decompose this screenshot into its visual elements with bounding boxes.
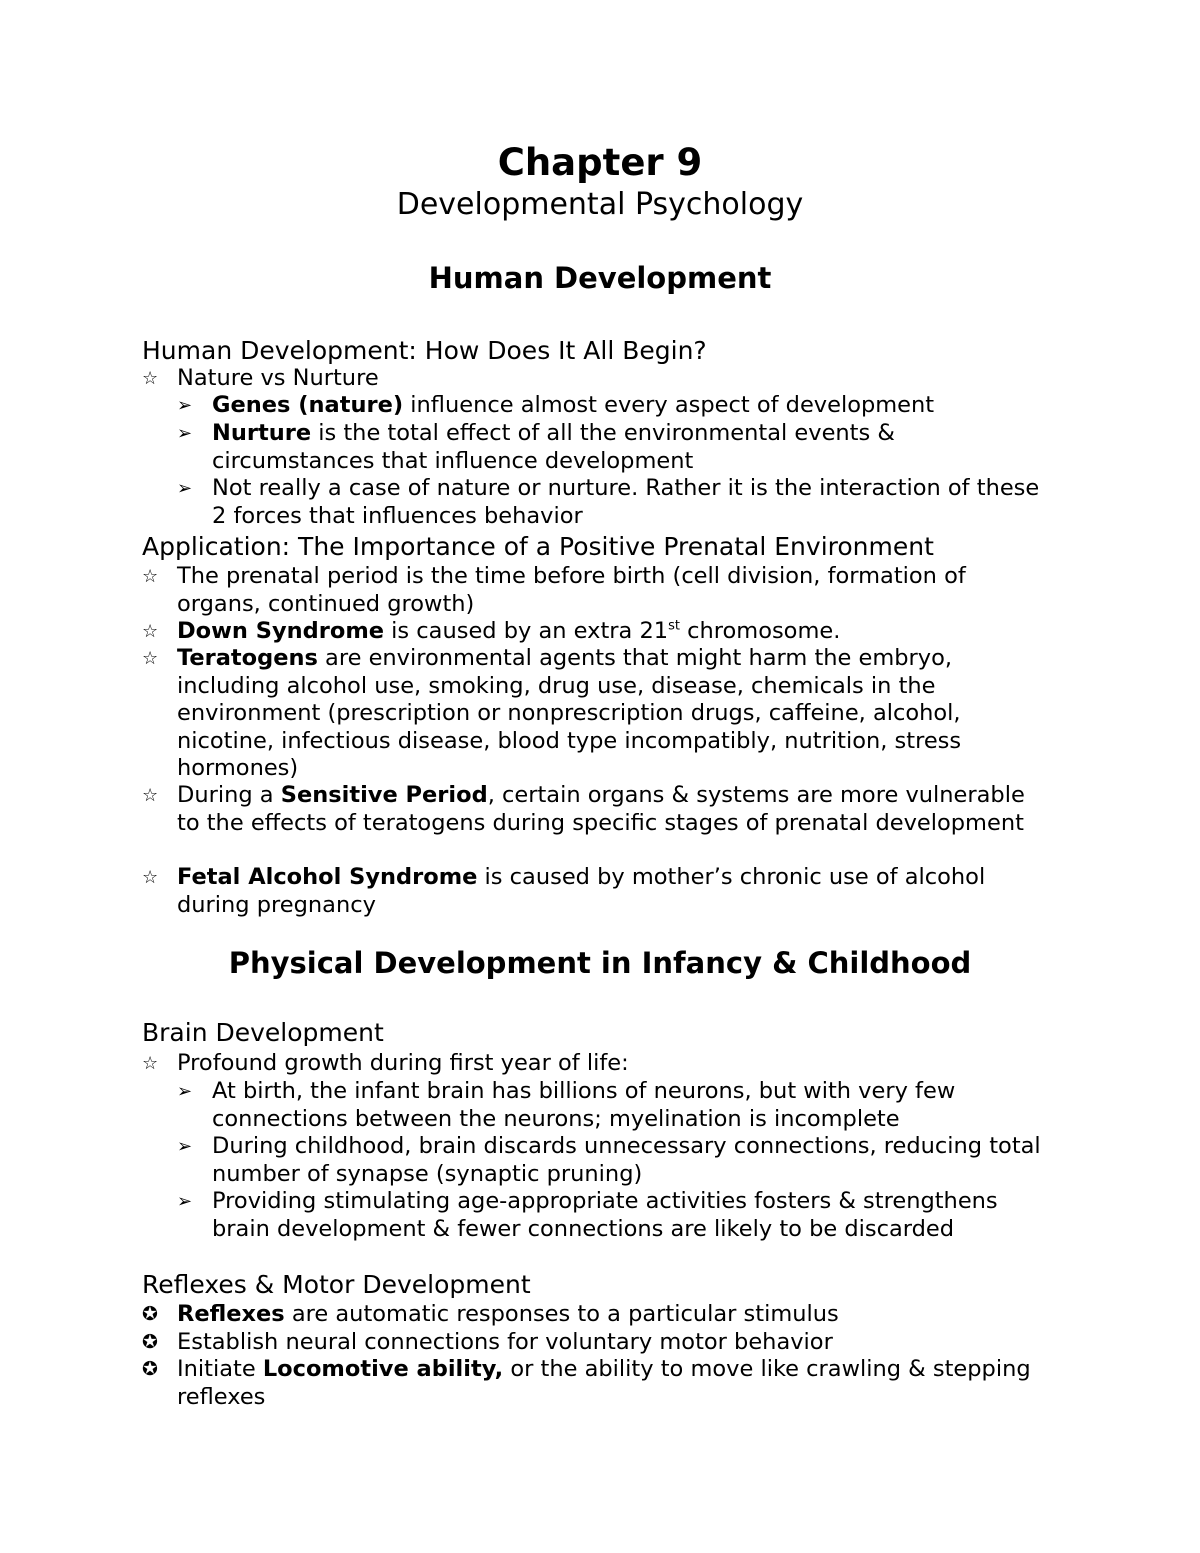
subheading-prenatal-environment: Application: The Importance of a Positive Prenatal Environment (142, 532, 934, 561)
list-item: ➢ Genes (nature) influence almost every aspect of development (177, 392, 935, 418)
list-item: ➢ Providing stimulating age-appropriate activities fosters & strengthens brain development & fewer connections are likely to be discarded (177, 1188, 998, 1242)
arrow-bullet-icon: ➢ (177, 423, 193, 444)
subheading-reflexes-motor: Reflexes & Motor Development (142, 1270, 531, 1299)
list-item: ➢ During childhood, brain discards unnecessary connections, reducing total number of synapse (synaptic pruning) (177, 1133, 1041, 1187)
subheading-brain-development: Brain Development (142, 1018, 384, 1047)
arrow-bullet-icon: ➢ (177, 1136, 193, 1157)
filled-star-bullet-icon: ✪ (142, 1331, 158, 1353)
star-bullet-icon: ☆ (142, 566, 159, 587)
arrow-bullet-icon: ➢ (177, 1081, 193, 1102)
list-item: ✪ Reflexes are automatic responses to a particular stimulus (142, 1301, 839, 1327)
list-item: ☆ During a Sensitive Period, certain organs & systems are more vulnerable to the effects of teratogens during specific stages of prenatal development (142, 782, 1025, 836)
star-bullet-icon: ☆ (142, 368, 159, 389)
list-item: ✪ Initiate Locomotive ability, or the ability to move like crawling & stepping reflexes (142, 1356, 1031, 1410)
list-item: ☆ Profound growth during first year of life: (142, 1050, 629, 1076)
star-bullet-icon: ☆ (142, 1053, 159, 1074)
subheading-how-does-it-begin: Human Development: How Does It All Begin? (142, 336, 707, 365)
star-bullet-icon: ☆ (142, 785, 159, 806)
section-heading-physical-development: Physical Development in Infancy & Childhood (228, 946, 972, 980)
arrow-bullet-icon: ➢ (177, 478, 193, 499)
star-bullet-icon: ☆ (142, 867, 159, 888)
list-item: ☆ Fetal Alcohol Syndrome is caused by mother’s chronic use of alcohol during pregnancy (142, 864, 986, 918)
list-item: ➢ At birth, the infant brain has billions of neurons, but with very few connections between the neurons; myelination is incomplete (177, 1078, 956, 1132)
chapter-subtitle: Developmental Psychology (396, 187, 804, 222)
filled-star-bullet-icon: ✪ (142, 1358, 158, 1380)
filled-star-bullet-icon: ✪ (142, 1303, 158, 1325)
list-item: ☆ Down Syndrome is caused by an extra 21st chromosome. (142, 618, 841, 644)
star-bullet-icon: ☆ (142, 648, 159, 669)
list-item: ☆ Teratogens are environmental agents that might harm the embryo, including alcohol use, smoking, drug use, disease, chemicals in the environment (prescription or nonprescription drugs, caffeine, alcohol, nicotine, infectious disease, blood type incompatibly, nutrition, stress hormones) (142, 645, 962, 781)
chapter-title: Chapter 9 (497, 141, 703, 184)
star-bullet-icon: ☆ (142, 621, 159, 642)
list-item: ➢ Nurture is the total effect of all the environmental events & circumstances that influence development (177, 420, 895, 474)
list-item: ☆ Nature vs Nurture (142, 365, 379, 391)
arrow-bullet-icon: ➢ (177, 1191, 193, 1212)
section-heading-human-development: Human Development (428, 261, 772, 295)
arrow-bullet-icon: ➢ (177, 395, 193, 416)
list-item: ✪ Establish neural connections for voluntary motor behavior (142, 1329, 833, 1355)
list-item: ➢ Not really a case of nature or nurture. Rather it is the interaction of these 2 forces that influences behavior (177, 475, 1040, 529)
list-item: ☆ The prenatal period is the time before birth (cell division, formation of organs, continued growth) (142, 563, 966, 617)
